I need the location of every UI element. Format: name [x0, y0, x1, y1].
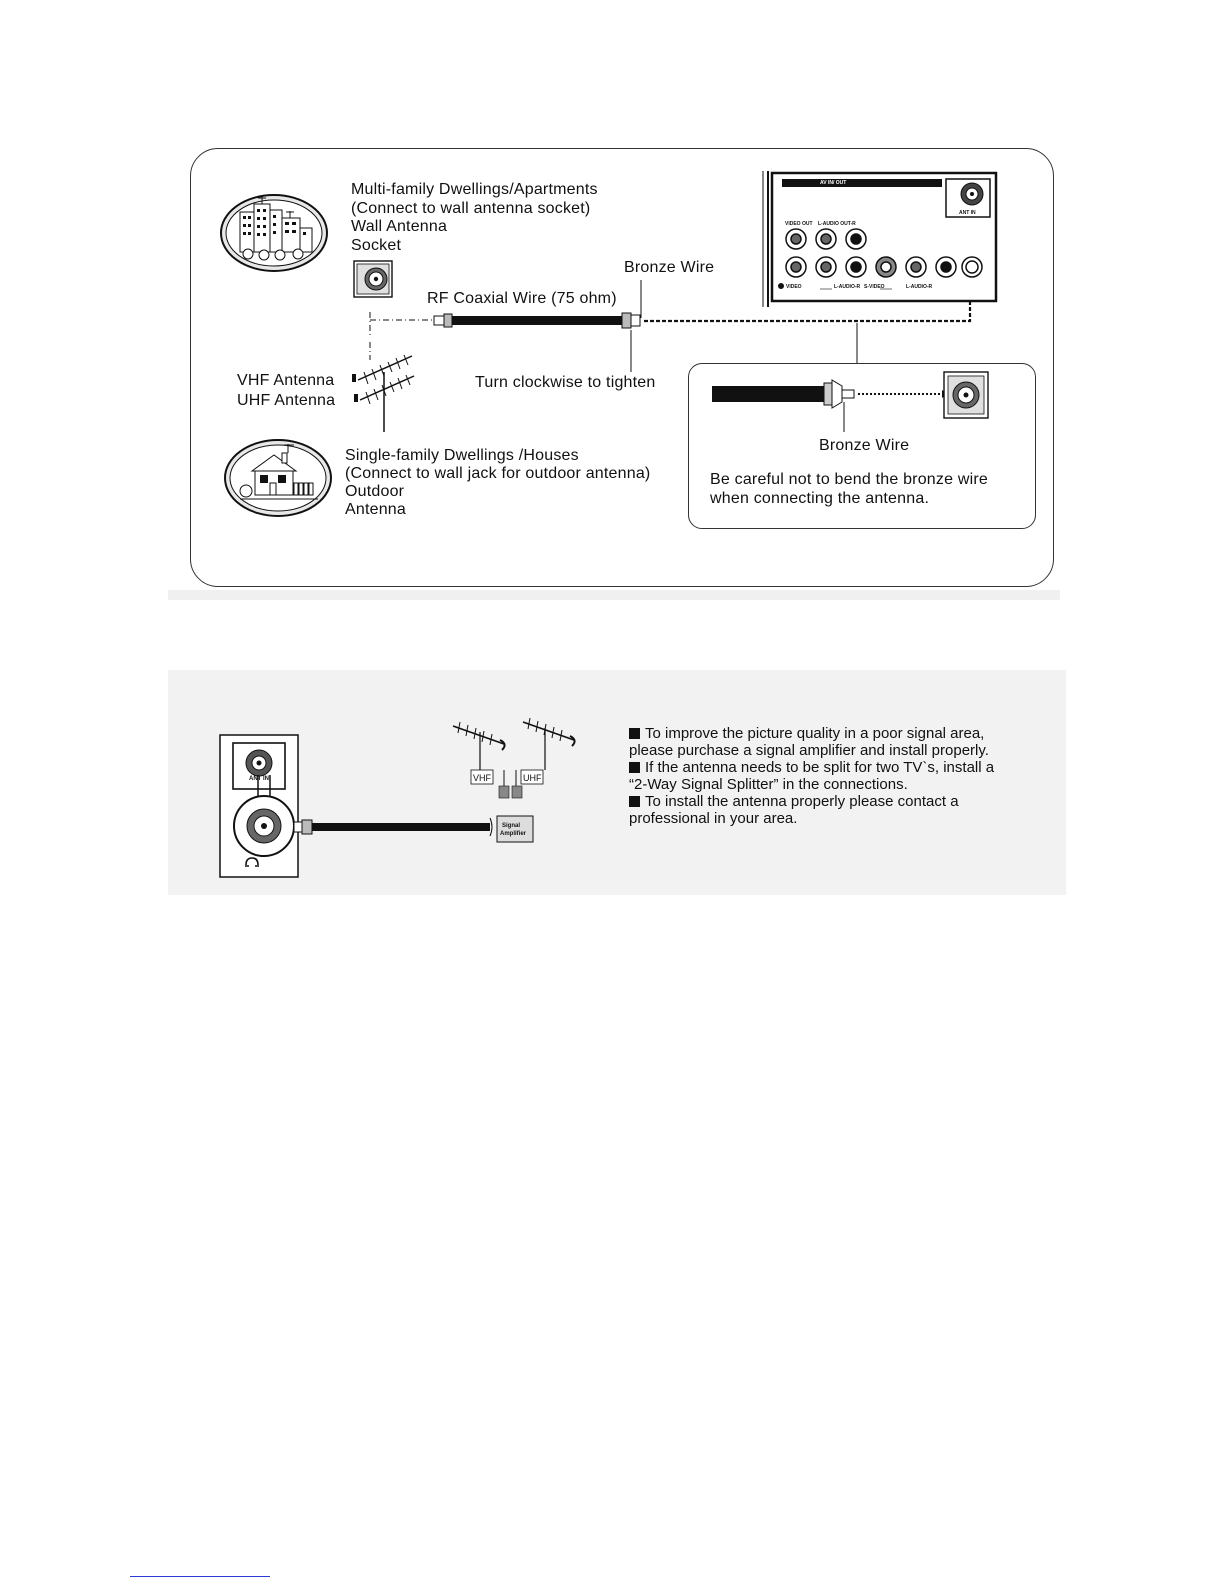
- bronze-wire-label: Bronze Wire: [624, 259, 715, 276]
- fig2-ant-in-label: ANT IN: [249, 776, 269, 782]
- bullet-square-icon: [629, 796, 640, 807]
- bullet-square-icon: [629, 762, 640, 773]
- rf-coaxial-cable: [434, 313, 640, 328]
- fig2-amplifier-label-2: Amplifier: [500, 831, 527, 837]
- houses-label-line1: Single-family Dwellings /Houses: [345, 447, 579, 464]
- tv-panel-svideo: S-VIDEO: [864, 284, 885, 290]
- note-3-line1: To install the antenna properly please contact a: [629, 793, 959, 810]
- footer-link-underline: [130, 1576, 270, 1577]
- tv-back-panel: [760, 171, 1000, 307]
- inset-connector-illustration: [690, 370, 1030, 440]
- note-1-line1: To improve the picture quality in a poor signal area,: [629, 725, 984, 742]
- vhf-antenna-label: VHF Antenna: [237, 372, 335, 389]
- note-1-line2: please purchase a signal amplifier and install properly.: [629, 742, 989, 759]
- tv-panel-audio-in-2: L-AUDIO-R: [906, 284, 933, 290]
- tv-panel-audio-out: L-AUDIO OUT-R: [818, 221, 856, 227]
- houses-label-line2: (Connect to wall jack for outdoor antenna): [345, 465, 651, 482]
- bullet-square-icon: [629, 728, 640, 739]
- fig2-uhf-label: UHF: [523, 773, 542, 783]
- apartments-label-line1: Multi-family Dwellings/Apartments: [351, 181, 598, 198]
- uhf-antenna-label: UHF Antenna: [237, 392, 336, 409]
- inset-caution-line1: Be careful not to bend the bronze wire: [710, 471, 988, 488]
- houses-label-line3: Outdoor: [345, 483, 405, 500]
- note-3-line2: professional in your area.: [629, 810, 798, 827]
- house-icon: [222, 437, 334, 519]
- inset-caution-line2: when connecting the antenna.: [710, 490, 930, 507]
- coax-wire-label: RF Coaxial Wire (75 ohm): [427, 290, 617, 307]
- vhf-uhf-antenna-icon: [350, 352, 440, 434]
- fig2-amplifier-label-1: Signal: [502, 823, 521, 829]
- inset-bronze-wire-label: Bronze Wire: [819, 437, 910, 454]
- apartments-label-line4: Socket: [351, 237, 402, 254]
- note-2-line2: “2-Way Signal Splitter” in the connections.: [629, 776, 908, 793]
- houses-label-line4: Antenna: [345, 501, 407, 518]
- apartments-label-line3: Wall Antenna: [351, 218, 448, 235]
- note-2-line1: If the antenna needs to be split for two TV`s, install a: [629, 759, 994, 776]
- tv-panel-audio-in-1: L-AUDIO-R: [834, 284, 861, 290]
- tv-panel-ant-in: ANT IN: [959, 210, 976, 216]
- tv-panel-video: VIDEO: [786, 284, 802, 290]
- amplifier-connection-diagram: [210, 700, 610, 880]
- tv-panel-video-out: VIDEO OUT: [785, 221, 813, 227]
- tv-panel-header: AV IN/ OUT: [820, 180, 847, 186]
- tighten-label: Turn clockwise to tighten: [475, 374, 656, 391]
- apartments-label-line2: (Connect to wall antenna socket): [351, 200, 591, 217]
- fig2-vhf-label: VHF: [473, 773, 491, 783]
